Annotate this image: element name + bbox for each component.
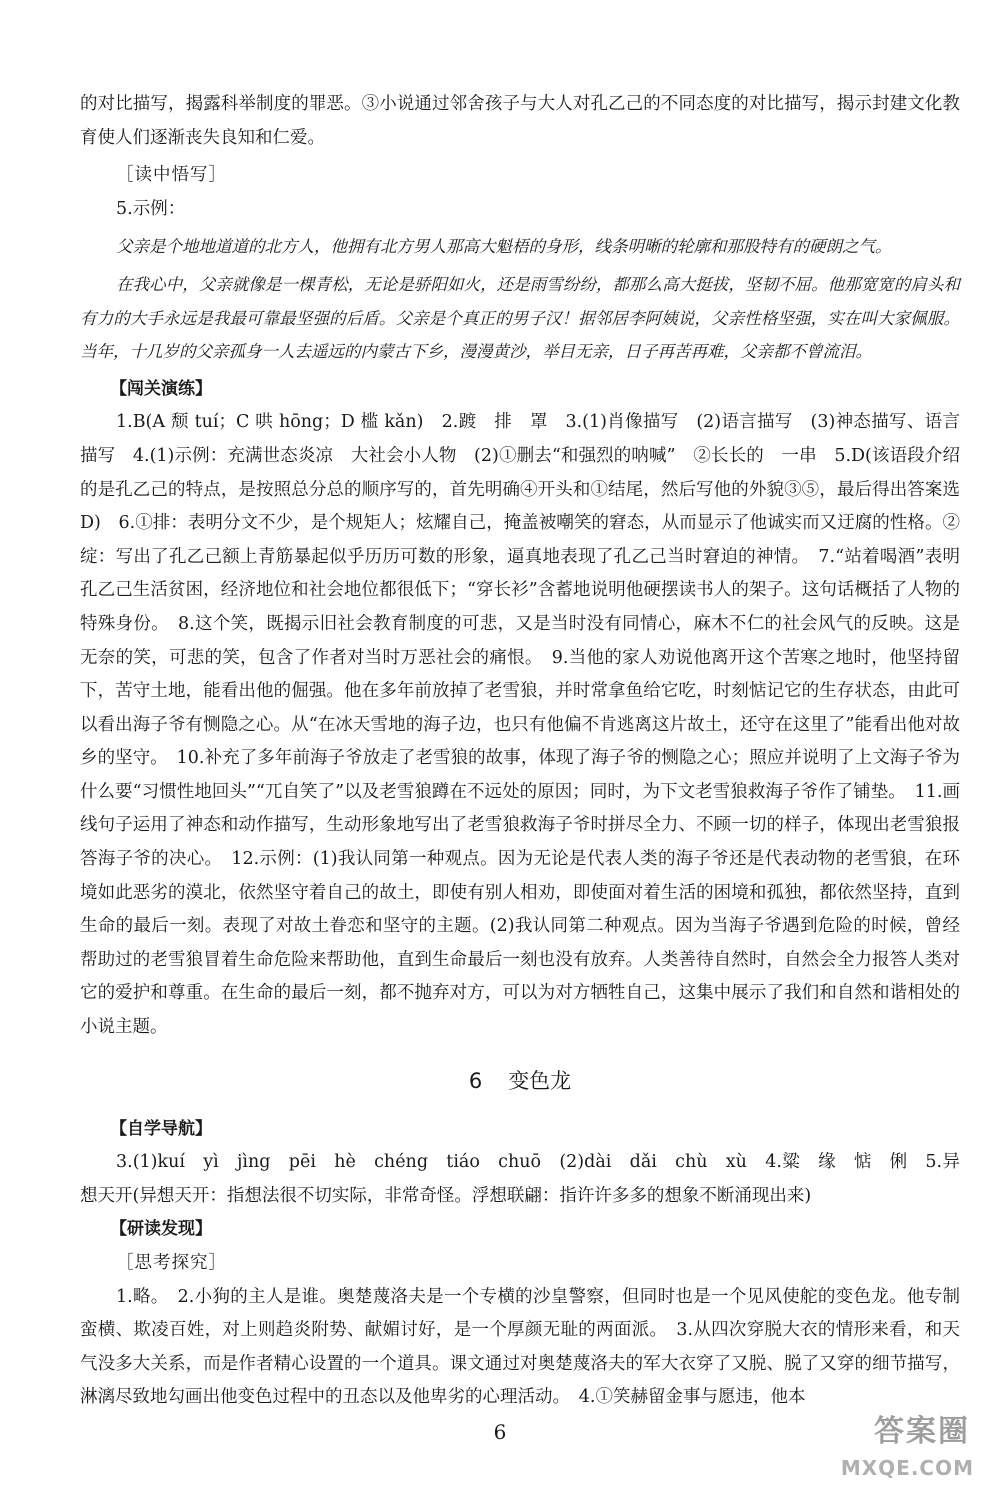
chapter-name: 变色龙 bbox=[508, 1068, 572, 1093]
example-label: 5.示例： bbox=[116, 198, 186, 219]
section-heading-practice: 【闯关演练】 bbox=[110, 378, 212, 399]
page-content bbox=[80, 88, 960, 1415]
section-heading-study-discovery: 【研读发现】 bbox=[110, 1219, 212, 1240]
subsection-label-thinking: ［思考探究］ bbox=[116, 1253, 227, 1273]
practice-answers-paragraph: 1.B(A 颓 tuí；C 哄 hōng；D 槛 kǎn) 2.踱 排 罩 3.(1)肖像描写 (2)语言描写 (3)神态描写、语言描写 4.(1)示例：充满世态炎凉 大社会小人物 (2)①删去“和强烈的呐喊” ②长长的 一串 5.D(该语段介绍的是孔乙己的特点，是按照总分总的顺序写的，首先明确④开头和①结尾，然后写他的外貌③⑤，最后得出答案选 D) 6.①排：表明分文不少，是个规矩人；炫耀自己，掩盖被嘲笑的窘态，从而显示了他诚实而又迂腐的性格。②绽：写出了孔乙己额上青筋暴起似乎历历可数的形象，逼真地表现了孔乙己当时窘迫的神情。 7.“站着喝酒”表明孔乙己生活贫困，经济地位和社会地位都很低下；“穿长衫”含蓄地说明他硬摆读书人的架子。这句话概括了人物的特殊身份。 8.这个笑，既揭示旧社会教育制度的可悲，又是当时没有同情心，麻木不仁的社会风气的反映。这是无奈的笑，可悲的笑，包含了作者对当时万恶社会的痛恨。 9.当他的家人劝说他离开这个苦寒之地时，他坚持留下，苦守土地，能看出他的倔强。他在多年前放掉了老雪狼，并时常拿鱼给它吃，时刻惦记它的生存状态，由此可以看出海子爷有恻隐之心。从“在冰天雪地的海子边，也只有他偏不肯逃离这片故土，还守在这里了”能看出他对故乡的坚守。 10.补充了多年前海子爷放走了老雪狼的故事，体现了海子爷的恻隐之心；照应并说明了上文海子爷为什么要“习惯性地回头”“兀自笑了”以及老雪狼蹲在不远处的原因；同时，为下文老雪狼救海子爷作了铺垫。 11.画线句子运用了神态和动作描写，生动形象地写出了老雪狼救海子爷时拼尽全力、不顾一切的样子，体现出老雪狼报答海子爷的决心。 12.示例：(1)我认同第一种观点。因为无论是代表人类的海子爷还是代表动物的老雪狼，在环境如此恶劣的漠北，依然坚守着自己的故土，即使有别人相劝，即使面对着生活的困境和孤独，都依然坚持，直到生命的最后一刻。表现了对故土眷恋和坚守的主题。(2)我认同第二种观点。因为当海子爷遇到危险的时候，曾经帮助过的老雪狼冒着生命危险来帮助他，直到生命最后一刻也没有放弃。人类善待自然时，自然会全力报答人类对它的爱护和尊重。在生命的最后一刻，都不抛弃对方，可以为对方牺牲自己，这集中展示了我们和自然和谐相处的小说主题。 bbox=[80, 412, 960, 1038]
section-heading-self-study: 【自学导航】 bbox=[110, 1118, 212, 1139]
paragraph-continuation: 的对比描写，揭露科举制度的罪恶。③小说通过邻舍孩子与大人对孔乙己的不同态度的对比描写，揭示封建文化教育使人们逐渐丧失良知和仁爱。 bbox=[80, 94, 960, 148]
chapter-number: 6 bbox=[468, 1068, 483, 1093]
watermark-site: MXQE.COM bbox=[840, 1456, 974, 1480]
thinking-answers-paragraph: 1.略。 2.小狗的主人是谁。奥楚蔑洛夫是一个专横的沙皇警察，但同时也是一个见风使舵的变色龙。他专制蛮横、欺凌百姓，对上则趋炎附势、献媚讨好，是一个厚颜无耻的两面派。 3.从四次穿脱大衣的情形来看，和天气没多大关系，而是作者精心设置的一个道具。课文通过对奥楚蔑洛夫的军大衣穿了又脱、脱了又穿的细节描写，淋漓尽致地勾画出他变色过程中的丑态以及他卑劣的心理活动。 4.①笑赫留金事与愿违，他本 bbox=[80, 1286, 960, 1408]
subsection-label-reading: ［读中悟写］ bbox=[116, 165, 227, 186]
chapter-title bbox=[80, 1063, 960, 1099]
watermark-logo: 答案圈 bbox=[874, 1414, 970, 1449]
page-number: 6 bbox=[493, 1420, 507, 1444]
handwritten-example-paragraph-2: 在我心中，父亲就像是一棵青松，无论是骄阳如火，还是雨雪纷纷，都那么高大挺拔，坚韧不屈。他那宽宽的肩头和有力的大手永远是我最可靠最坚强的后盾。父亲是个真正的男子汉！据邻居李阿姨说，父亲性格坚强，实在叫大家佩服。当年，十几岁的父亲孤身一人去遥远的内蒙古下乡，漫漫黄沙，举目无亲，日子再苦再难，父亲都不曾流泪。 bbox=[80, 274, 960, 362]
handwritten-example-paragraph-1: 父亲是个地地道道的北方人，他拥有北方男人那高大魁梧的身形，线条明晰的轮廓和那股特有的硬朗之气。 bbox=[116, 237, 892, 257]
self-study-answers-paragraph: 3.(1)kuí yì jìng pēi hè chéng tiáo chuō (2)dài dǎi chù xù 4.粱 缘 惦 俐 5.异想天开(异想天开：指想法很不切实际，非常奇怪。浮想联翩：指许许多多的想象不断涌现出来) bbox=[80, 1152, 960, 1206]
